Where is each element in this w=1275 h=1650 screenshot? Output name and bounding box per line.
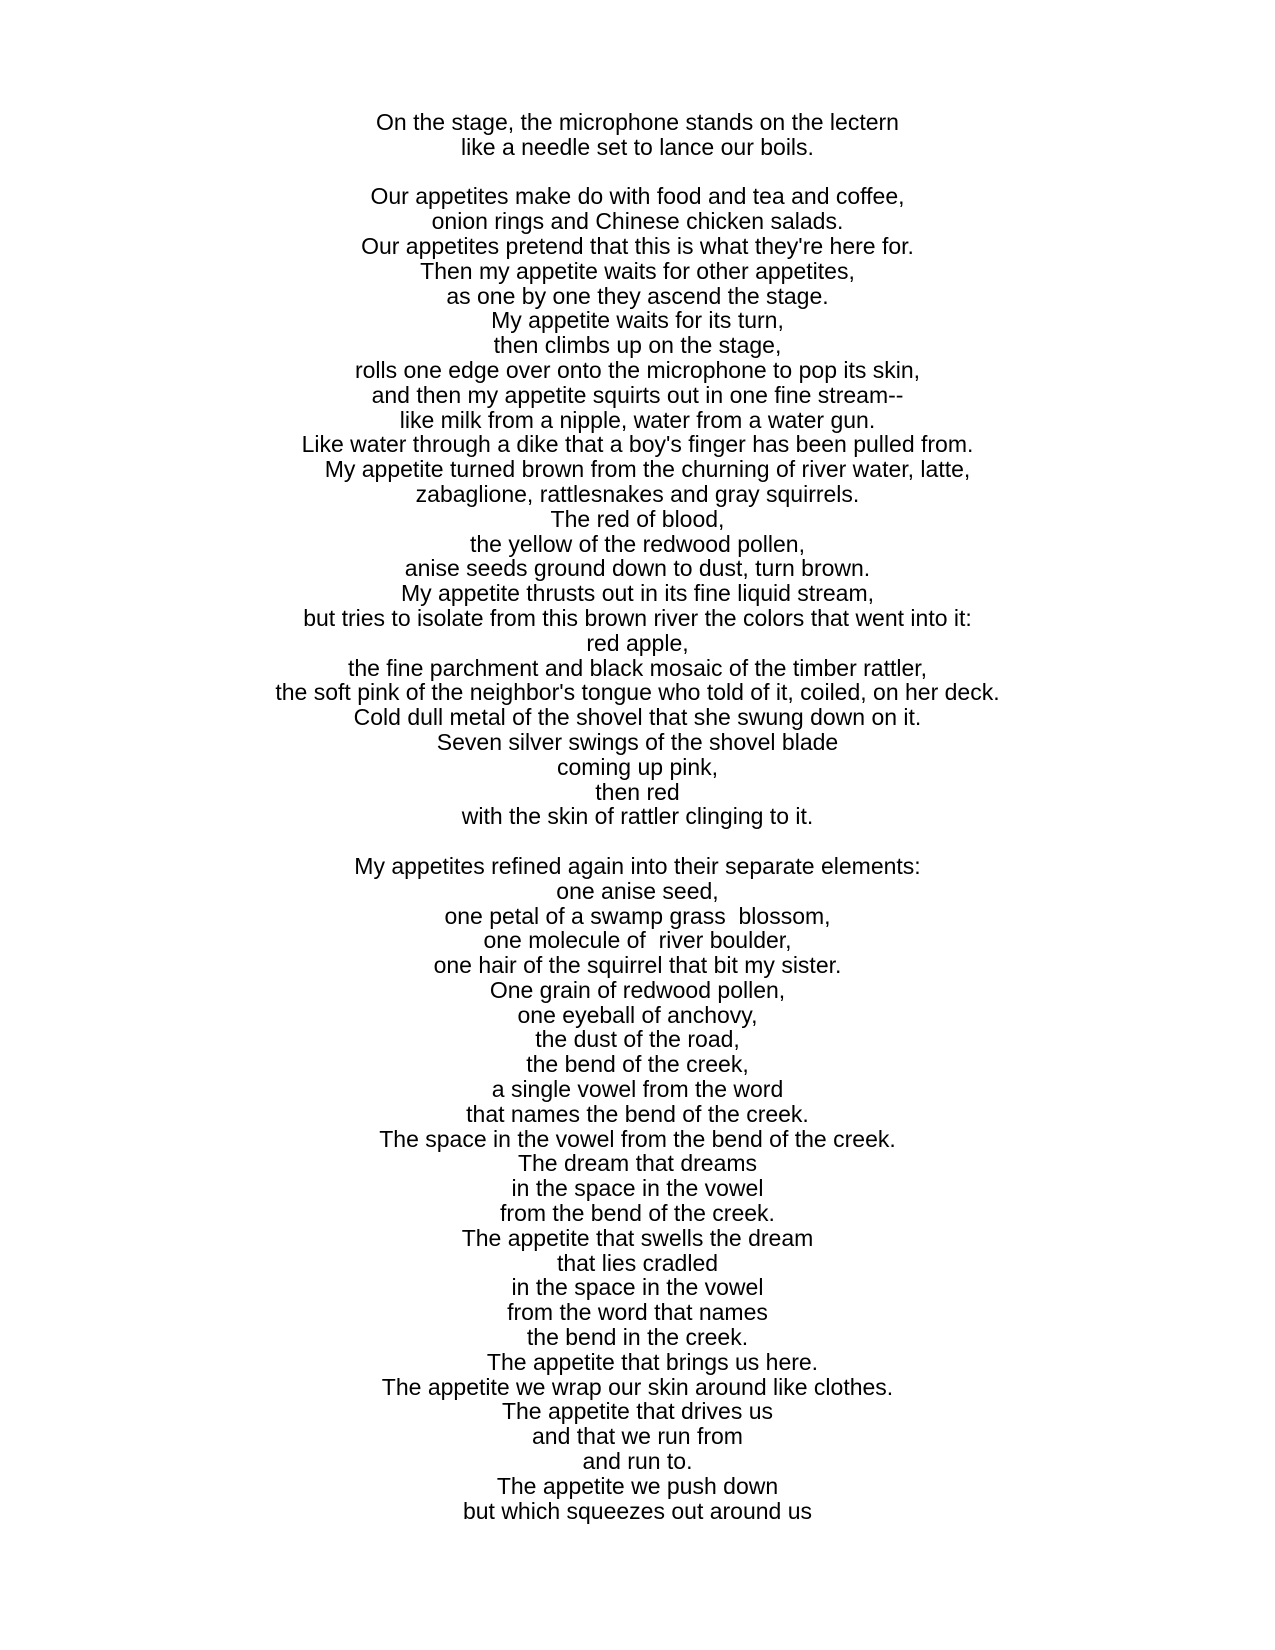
poem-line: Our appetites pretend that this is what they're here for. — [361, 232, 914, 259]
poem-line: My appetite turned brown from the churning of river water, latte, — [324, 456, 971, 483]
poem-line: from the word that names — [507, 1299, 768, 1326]
poem-line: one petal of a swamp grass blossom, — [444, 902, 831, 929]
poem-line: but which squeezes out around us — [462, 1497, 813, 1524]
poem-line: Cold dull metal of the shovel that she swung down on it. — [353, 704, 922, 731]
poem-line: the yellow of the redwood pollen, — [470, 530, 805, 557]
poem-line: zabaglione, rattlesnakes and gray squirrels. — [415, 480, 860, 507]
poem-line: one molecule of river boulder, — [483, 927, 792, 954]
poem-line: My appetites refined again into their separate elements: — [354, 852, 921, 879]
poem-line: anise seeds ground down to dust, turn brown. — [404, 555, 871, 582]
poem-line: The appetite that brings us here. — [486, 1348, 819, 1375]
poem-line: Then my appetite waits for other appetites, — [420, 257, 855, 284]
poem-line: the soft pink of the neighbor's tongue who told of it, coiled, on her deck. — [275, 679, 1000, 706]
poem-line: The red of blood, — [550, 505, 725, 532]
poem-line: The appetite that drives us — [501, 1398, 774, 1425]
poem-line: with the skin of rattler clinging to it. — [461, 803, 814, 830]
poem-line: that lies cradled — [556, 1249, 719, 1276]
poem-line: like milk from a nipple, water from a water gun. — [399, 406, 876, 433]
stanza-1 — [0, 110, 1275, 160]
poem-line: then red — [595, 778, 680, 805]
poem-line: The appetite that swells the dream — [461, 1224, 814, 1251]
poem-line: The appetite we push down — [496, 1472, 779, 1499]
poem-line: from the bend of the creek. — [500, 1200, 775, 1227]
poem-line: the fine parchment and black mosaic of the timber rattler, — [347, 654, 928, 681]
poem-line: one eyeball of anchovy, — [517, 1001, 758, 1028]
poem-line: onion rings and Chinese chicken salads. — [431, 208, 844, 235]
poem-line: Seven silver swings of the shovel blade — [436, 728, 839, 755]
stanza-3 — [0, 854, 1275, 1524]
poem-line: one hair of the squirrel that bit my sister. — [433, 952, 842, 979]
poem-line: The dream that dreams — [517, 1150, 758, 1177]
poem-line: red apple, — [586, 629, 689, 656]
poem-line: On the stage, the microphone stands on the lectern — [376, 109, 899, 135]
poem-line: My appetite thrusts out in its fine liquid stream, — [401, 580, 874, 607]
poem-body — [0, 110, 1275, 1523]
poem-line: the bend of the creek, — [526, 1051, 749, 1078]
poem-line: but tries to isolate from this brown river the colors that went into it: — [303, 604, 972, 631]
poem-line: in the space in the vowel — [511, 1274, 764, 1301]
poem-line: one anise seed, — [556, 877, 719, 904]
poem-line: in the space in the vowel — [511, 1175, 764, 1202]
poem-line: then climbs up on the stage, — [493, 332, 782, 359]
stanza-2 — [0, 184, 1275, 829]
poem-line: and then my appetite squirts out in one fine stream-- — [371, 381, 904, 408]
poem-line: that names the bend of the creek. — [466, 1100, 809, 1127]
poem-line: as one by one they ascend the stage. — [446, 282, 829, 309]
poem-line: the dust of the road, — [535, 1026, 740, 1053]
poem-line: My appetite waits for its turn, — [491, 307, 784, 334]
poem-line: and run to. — [582, 1448, 693, 1475]
poem-line: coming up pink, — [556, 753, 719, 780]
poem-line: Our appetites make do with food and tea and coffee, — [370, 183, 905, 210]
poem-line: The appetite we wrap our skin around like clothes. — [381, 1373, 894, 1400]
poem-line: a single vowel from the word — [491, 1076, 784, 1103]
poem-line: The space in the vowel from the bend of the creek. — [379, 1125, 896, 1152]
poem-line: One grain of redwood pollen, — [489, 976, 786, 1003]
poem-line: and that we run from — [532, 1423, 743, 1450]
poem-line: like a needle set to lance our boils. — [461, 133, 814, 160]
poem-line: the bend in the creek. — [526, 1324, 749, 1351]
poem-line: Like water through a dike that a boy's finger has been pulled from. — [301, 431, 974, 458]
poem-line: rolls one edge over onto the microphone to pop its skin, — [354, 356, 921, 383]
